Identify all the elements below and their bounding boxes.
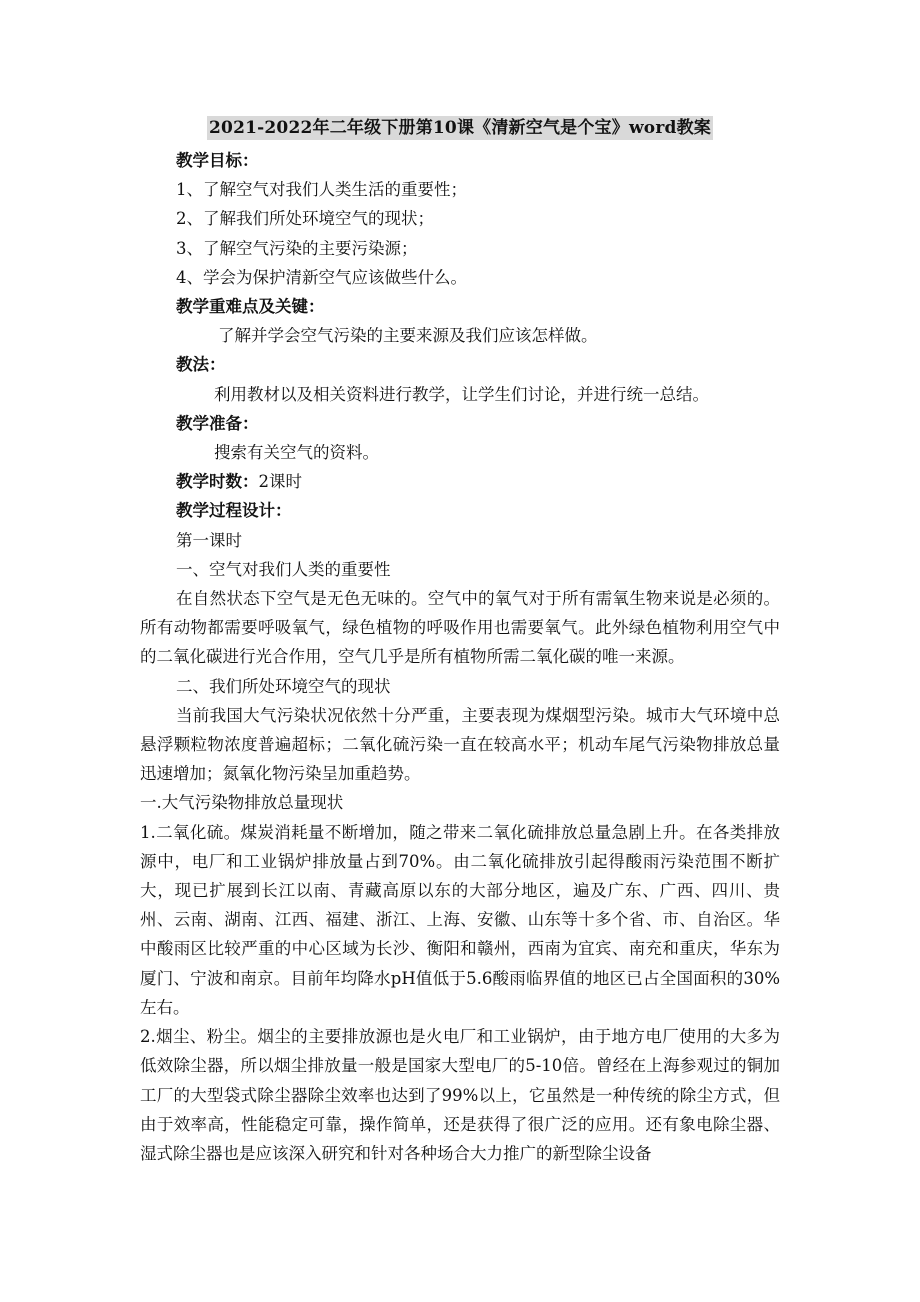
preparation-text: 搜索有关空气的资料。	[214, 443, 379, 463]
key-points-text: 了解并学会空气污染的主要来源及我们应该怎样做。	[218, 326, 598, 346]
objective-3: 3、了解空气污染的主要污染源；	[176, 238, 418, 258]
heading-preparation: 教学准备：	[176, 413, 259, 433]
objective-1: 1、了解空气对我们人类生活的重要性；	[176, 180, 467, 200]
first-lesson-label: 第一课时	[176, 530, 242, 550]
item-2-paragraph: 2.烟尘、粉尘。烟尘的主要排放源也是火电厂和工业锅炉，由于地方电厂使用的大多为低效除尘器，所以烟尘排放量一般是国家大型电厂的5-10倍。曾经在上海参观过的铜加工厂的大型袋式除尘器除尘效率也达到了99%以上，它虽然是一种传统的除尘方式，但由于效率高，性能稳定可靠，操作简单，还是获得了很广泛的应用。还有象电除尘器、湿式除尘器也是应该深入研究和针对各种场合大力推广的新型除尘设备	[140, 1027, 780, 1163]
section-2-heading	[140, 672, 780, 701]
class-hours-value: 2课时	[258, 472, 302, 492]
item-1-paragraph: 1.二氧化硫。煤炭消耗量不断增加，随之带来二氧化硫排放总量急剧上升。在各类排放源中，电厂和工业锅炉排放量占到70%。由二氧化硫排放引起得酸雨污染范围不断扩大，现已扩展到长江以南、青藏高原以东的大部分地区，遍及广东、广西、四川、贵州、云南、湖南、江西、福建、浙江、上海、安徽、山东等十多个省、市、自治区。华中酸雨区比较严重的中心区域为长沙、衡阳和赣州，西南为宜宾、南充和重庆，华东为厦门、宁波和南京。目前年均降水pH值低于5.6酸雨临界值的地区已占全国面积的30%左右。	[140, 822, 780, 1017]
heading-class-hours: 教学时数：	[176, 472, 259, 492]
document-title: 2021-2022年二年级下册第10课《清新空气是个宝》word教案	[209, 118, 711, 138]
objective-2: 2、了解我们所处环境空气的现状；	[176, 209, 434, 229]
heading-key-points: 教学重难点及关键：	[176, 297, 325, 317]
document-body	[140, 146, 780, 1168]
method-text: 利用教材以及相关资料进行教学，让学生们讨论，并进行统一总结。	[214, 384, 709, 404]
class-hours-line	[140, 467, 780, 496]
section-1-paragraph: 在自然状态下空气是无色无味的。空气中的氧气对于所有需氧生物来说是必须的。所有动物都需要呼吸氧气，绿色植物的呼吸作用也需要氧气。此外绿色植物利用空气中的二氧化碳进行光合作用，空气几乎是所有植物所需二氧化碳的唯一来源。	[140, 589, 780, 667]
section-2-paragraph: 当前我国大气污染状况依然十分严重，主要表现为煤烟型污染。城市大气环境中总悬浮颗粒物浓度普遍超标；二氧化硫污染一直在较高水平；机动车尾气污染物排放总量迅速增加；氮氧化物污染呈加重趋势。	[140, 705, 780, 784]
heading-process: 教学过程设计：	[176, 501, 292, 521]
title-wrap	[0, 116, 920, 140]
heading-objectives: 教学目标：	[176, 151, 259, 170]
heading-method: 教法：	[176, 355, 226, 375]
section-1-heading: 一、空气对我们人类的重要性	[176, 559, 391, 579]
subsection-1-heading: 一.大气污染物排放总量现状	[140, 793, 344, 813]
section-2-heading-text: 二、我们所处环境空气的现状	[176, 676, 391, 696]
objective-4: 4、学会为保护清新空气应该做些什么。	[176, 267, 467, 287]
